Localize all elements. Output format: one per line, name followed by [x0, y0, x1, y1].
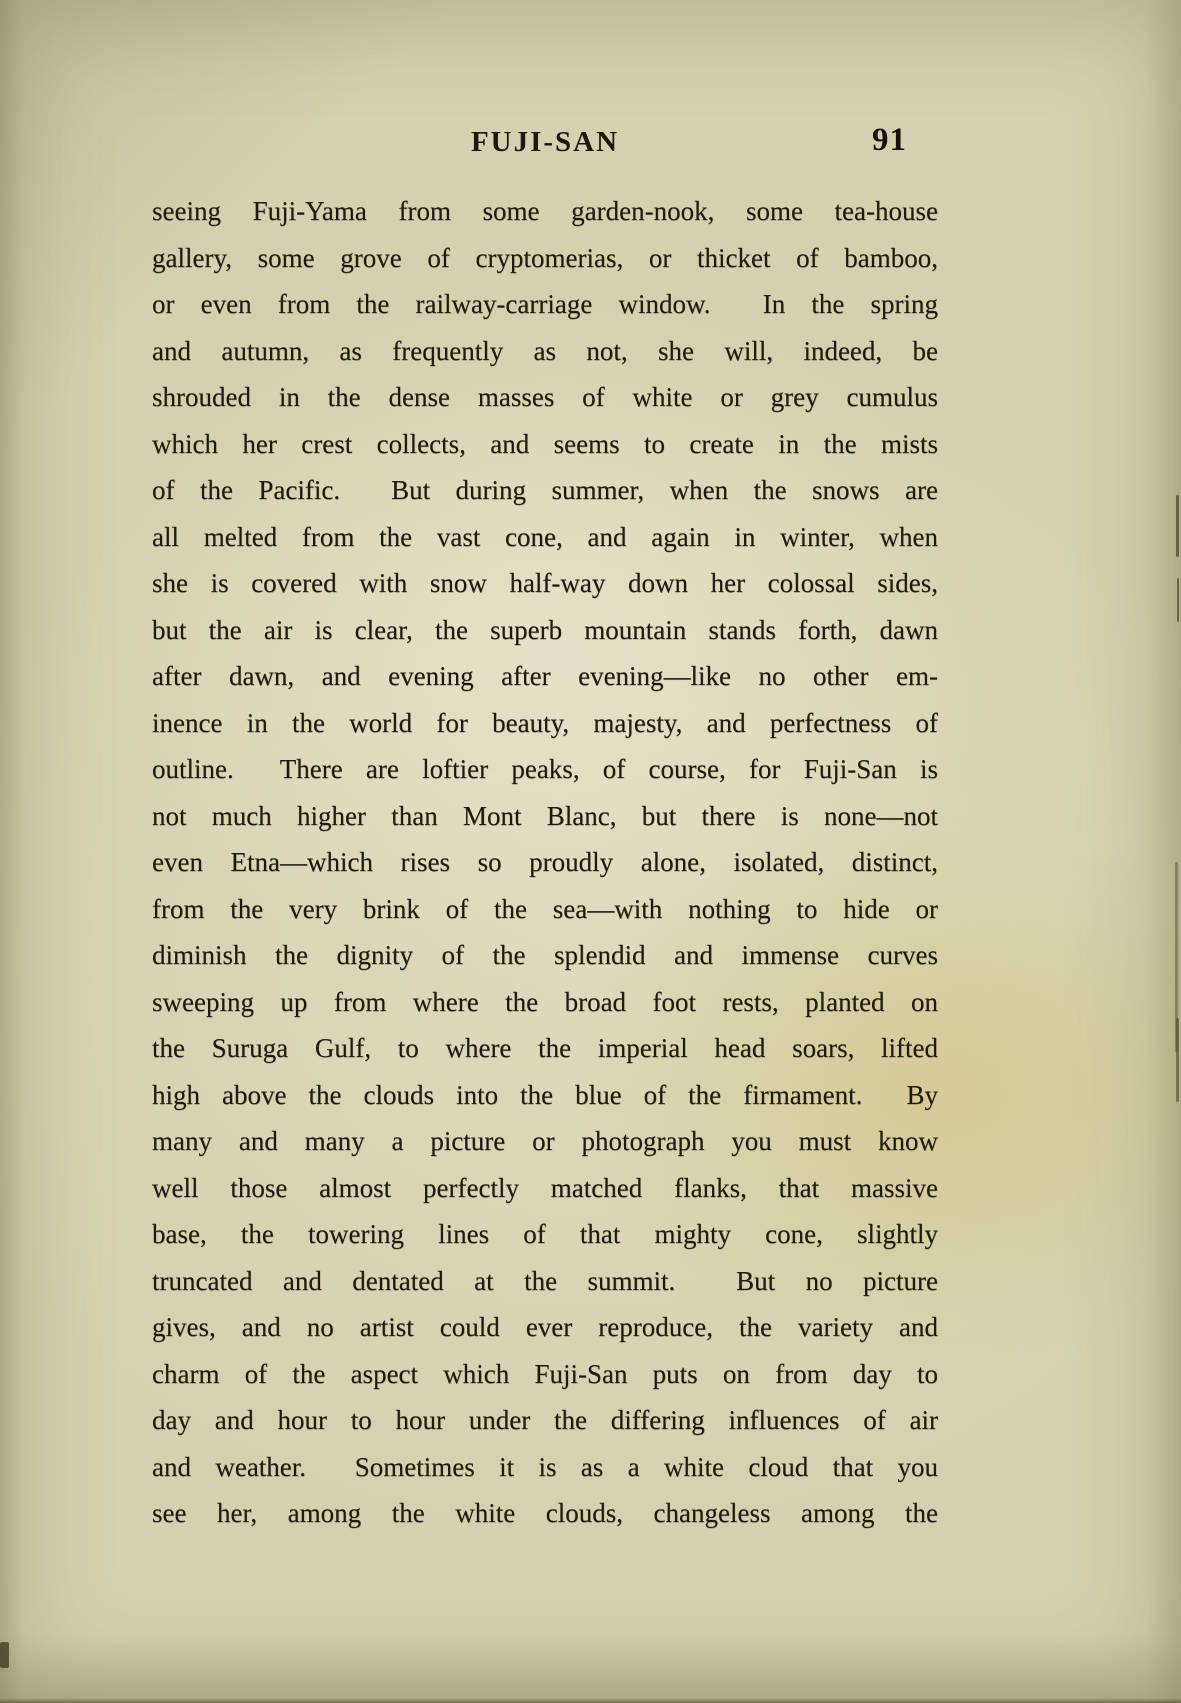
text-line: diminish the dignity of the splendid and immense curves: [152, 940, 938, 970]
text-line: well those almost perfectly matched flanks, that massive: [152, 1172, 938, 1203]
text-line: high above the clouds into the blue of the firmament. By: [152, 1079, 938, 1110]
text-line: sweeping up from where the broad foot rests, planted on: [152, 986, 938, 1017]
text-line: seeing Fuji-Yama from some garden-nook, some tea-house: [152, 196, 938, 226]
text-line: see her, among the white clouds, changeless among the: [152, 1498, 938, 1528]
page-title: FUJI-SAN: [470, 126, 620, 158]
text-line: gallery, some grove of cryptomerias, or thicket of bamboo,: [152, 242, 938, 273]
text-line: not much higher than Mont Blanc, but there is none—not: [152, 800, 938, 831]
text-line: she is covered with snow half-way down her colossal sides,: [152, 568, 938, 598]
text-line: gives, and no artist could ever reproduce, the variety and: [152, 1312, 938, 1342]
scan-edge-artifact: [1176, 495, 1179, 557]
text-line: day and hour to hour under the differing influences of air: [152, 1405, 938, 1435]
text-line: of the Pacific. But during summer, when the snows are: [152, 475, 938, 505]
text-line: base, the towering lines of that mighty cone, slightly: [152, 1219, 938, 1249]
text-line: and weather. Sometimes it is as a white cloud that you: [152, 1451, 938, 1482]
text-line: or even from the railway-carriage window. In the spring: [152, 289, 938, 319]
text-line: many and many a picture or photograph you must know: [152, 1126, 938, 1156]
text-line: even Etna—which rises so proudly alone, isolated, distinct,: [152, 847, 938, 877]
text-line: outline. There are loftier peaks, of course, for Fuji-San is: [152, 754, 938, 784]
text-line: after dawn, and evening after evening—like no other em-: [152, 661, 938, 691]
text-line: inence in the world for beauty, majesty, and perfectness of: [152, 707, 938, 738]
text-line: charm of the aspect which Fuji-San puts on from day to: [152, 1358, 938, 1389]
text-line: shrouded in the dense masses of white or grey cumulus: [152, 382, 938, 412]
body-text-block: [152, 188, 938, 1537]
scan-edge-artifact: [1177, 578, 1179, 622]
text-line: but the air is clear, the superb mountain stands forth, dawn: [152, 614, 938, 645]
scan-edge-artifact: [0, 1642, 9, 1668]
page-number: 91: [872, 122, 907, 158]
scan-bottom-shadow: [0, 1698, 1181, 1703]
page-header: [152, 126, 938, 168]
text-line: from the very brink of the sea—with nothing to hide or: [152, 893, 938, 924]
text-line: all melted from the vast cone, and again in winter, when: [152, 521, 938, 552]
text-line: and autumn, as frequently as not, she will, indeed, be: [152, 335, 938, 366]
text-line: truncated and dentated at the summit. But no picture: [152, 1265, 938, 1296]
scan-edge-artifact: [1176, 1018, 1179, 1102]
text-line: the Suruga Gulf, to where the imperial head soars, lifted: [152, 1033, 938, 1063]
text-line: which her crest collects, and seems to create in the mists: [152, 428, 938, 459]
